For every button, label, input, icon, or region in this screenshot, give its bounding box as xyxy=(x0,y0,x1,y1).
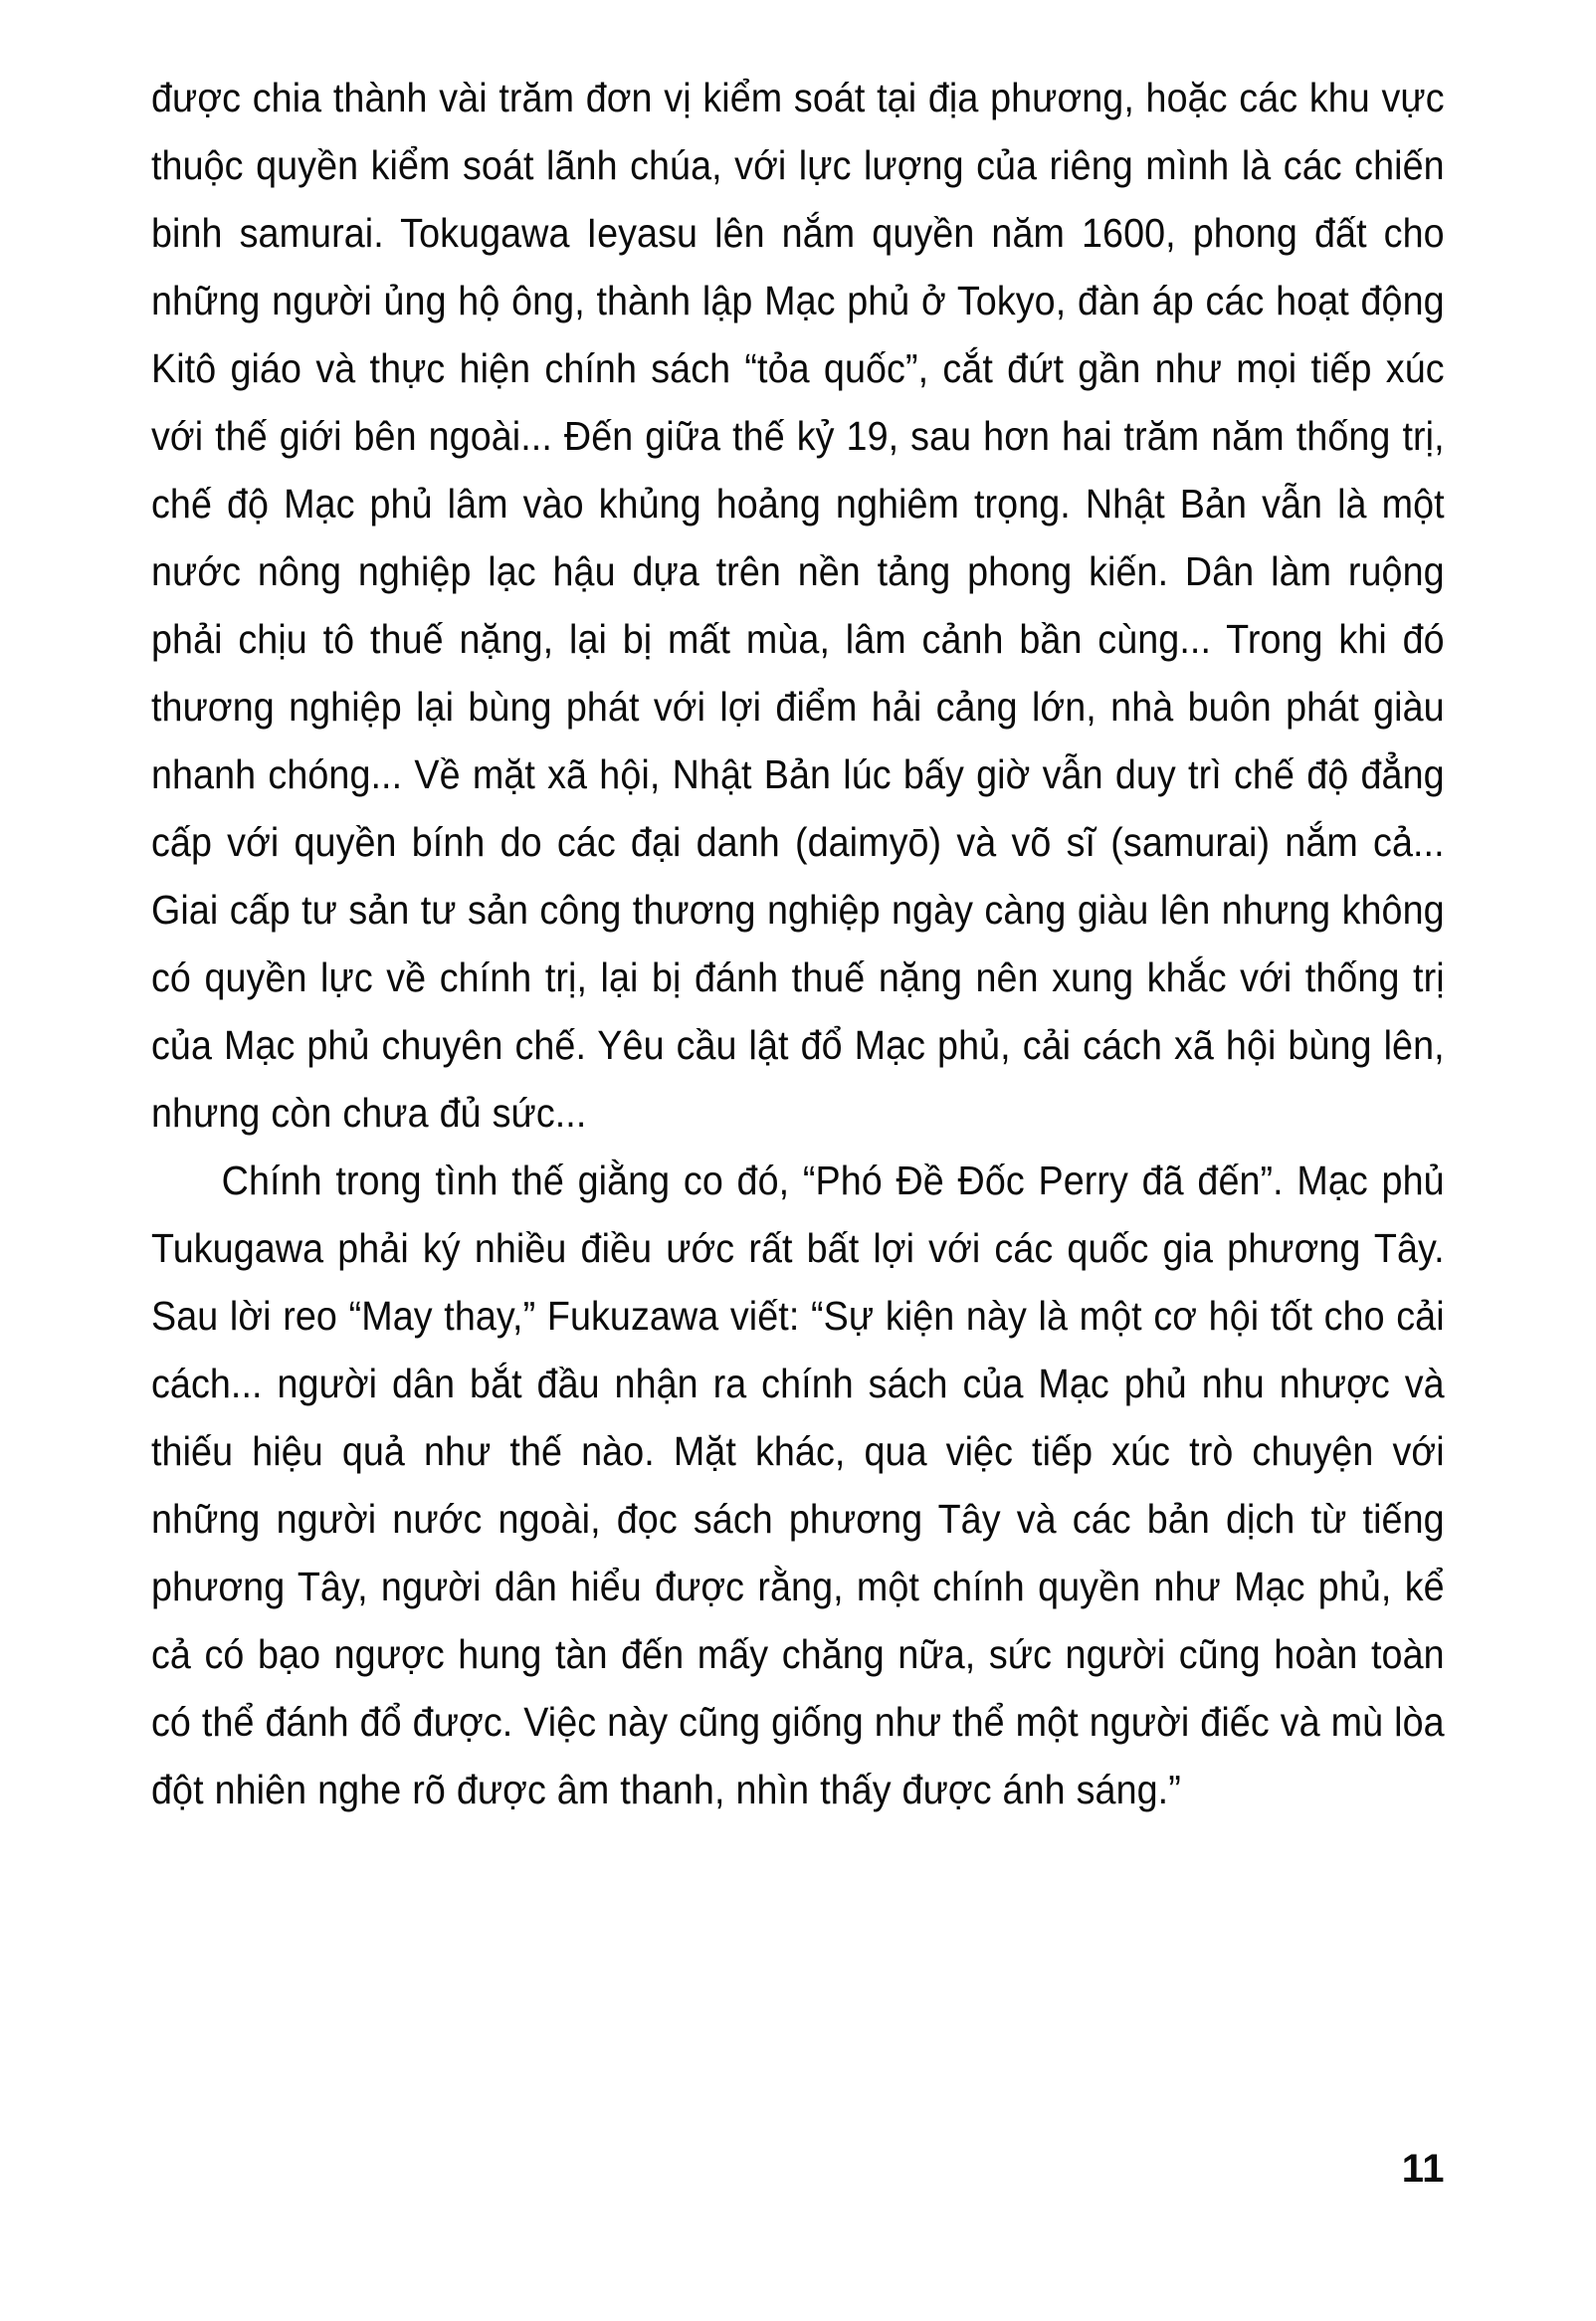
body-paragraph-2: Chính trong tình thế giằng co đó, “Phó Đề Đốc Perry đã đến”. Mạc phủ Tukugawa phải ký nhiều điều ước rất bất lợi với các quốc gia phương Tây. Sau lời reo “May thay,” Fukuzawa viết: “Sự kiện này là một cơ hội tốt cho cải cách... người dân bắt đầu nhận ra chính sách của Mạc phủ nhu nhược và thiếu hiệu quả như thế nào. Mặt khác, qua việc tiếp xúc trò chuyện với những người nước ngoài, đọc sách phương Tây và các bản dịch từ tiếng phương Tây, người dân hiểu được rằng, một chính quyền như Mạc phủ, kể cả có bạo ngược hung tàn đến mấy chăng nữa, sức người cũng hoàn toàn có thể đánh đổ được. Việc này cũng giống như thể một người điếc và mù lòa đột nhiên nghe rõ được âm thanh, nhìn thấy được ánh sáng.” xyxy=(151,1158,1445,1812)
page-text-block xyxy=(151,64,1445,1823)
page-number: 11 xyxy=(1401,2147,1445,2191)
body-paragraph-1: được chia thành vài trăm đơn vị kiểm soát tại địa phương, hoặc các khu vực thuộc quyền kiểm soát lãnh chúa, với lực lượng của riêng mình là các chiến binh samurai. Tokugawa Ieyasu lên nắm quyền năm 1600, phong đất cho những người ủng hộ ông, thành lập Mạc phủ ở Tokyo, đàn áp các hoạt động Kitô giáo và thực hiện chính sách “tỏa quốc”, cắt đứt gần như mọi tiếp xúc với thế giới bên ngoài... Đến giữa thế kỷ 19, sau hơn hai trăm năm thống trị, chế độ Mạc phủ lâm vào khủng hoảng nghiêm trọng. Nhật Bản vẫn là một nước nông nghiệp lạc hậu dựa trên nền tảng phong kiến. Dân làm ruộng phải chịu tô thuế nặng, lại bị mất mùa, lâm cảnh bần cùng... Trong khi đó thương nghiệp lại bùng phát với lợi điểm hải cảng lớn, nhà buôn phát giàu nhanh chóng... Về mặt xã hội, Nhật Bản lúc bấy giờ vẫn duy trì chế độ đẳng cấp với quyền bính do các đại danh (daimyō) và võ sĩ (samurai) nắm cả... Giai cấp tư sản tư sản công thương nghiệp ngày càng giàu lên nhưng không có quyền lực về chính trị, lại bị đánh thuế nặng nên xung khắc với thống trị của Mạc phủ chuyên chế. Yêu cầu lật đổ Mạc phủ, cải cách xã hội bùng lên, nhưng còn chưa đủ sức... xyxy=(151,75,1445,1136)
